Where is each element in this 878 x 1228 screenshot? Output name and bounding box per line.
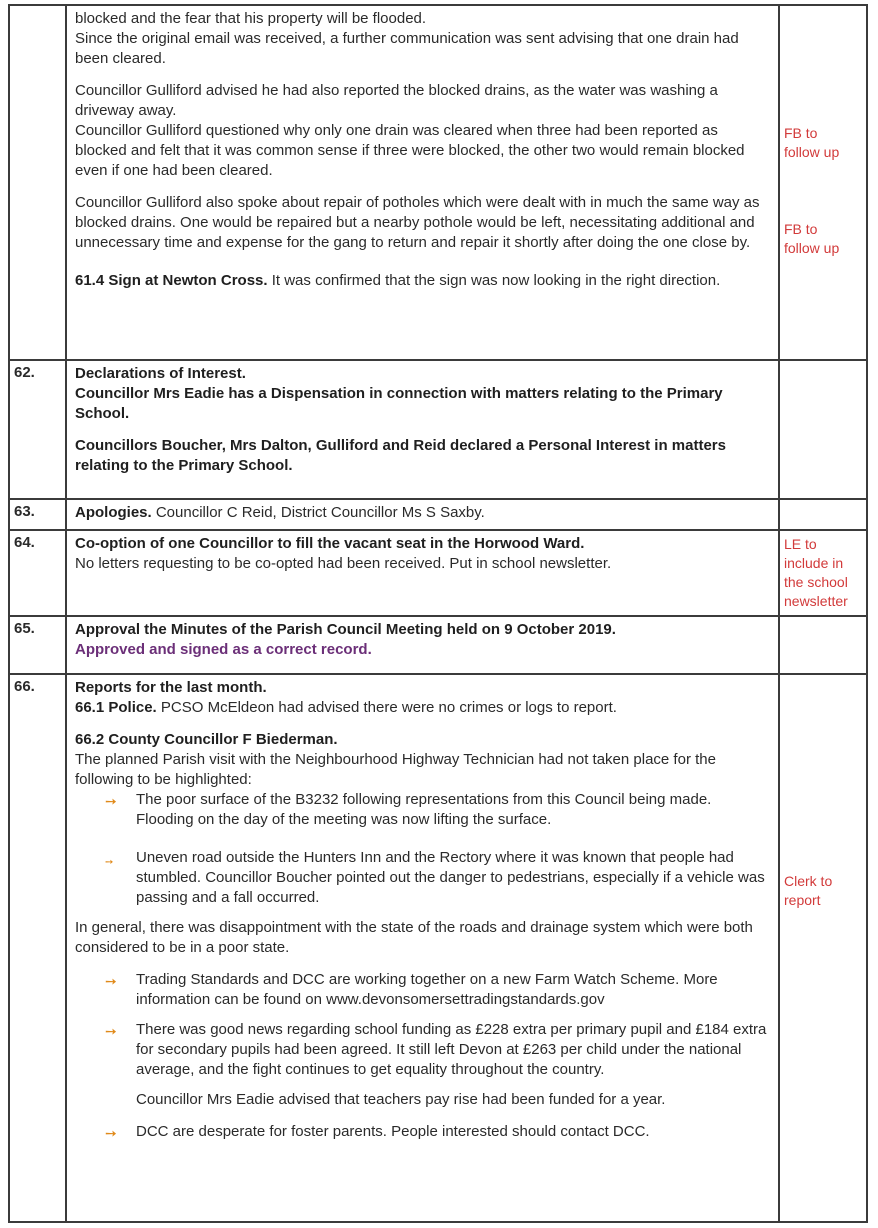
general-paragraph: In general, there was disappointment with the state of the roads and drainage system which were both considered to be in a poor state. — [75, 919, 753, 956]
sign-text: It was confirmed that the sign was now looking in the right direction. — [271, 272, 721, 289]
action-cell — [779, 5, 867, 360]
item-body-cell — [66, 616, 779, 674]
item-number: 64. — [9, 530, 66, 616]
item-text: Councillor C Reid, District Councillor Ms S Saxby. — [155, 504, 485, 521]
eadie-paragraph: Councillor Mrs Eadie advised that teachers pay rise had been funded for a year. — [136, 1091, 666, 1108]
arrow-bullet-icon: ➙ — [105, 793, 117, 809]
item-body-cell — [66, 499, 779, 530]
bullet-item — [75, 790, 771, 830]
bullet-text: Uneven road outside the Hunters Inn and the Rectory where it was known that people had stumbled. Councillor Boucher pointed out the danger to pedestrians, especially if a vehicle was passing and a fall occurred. — [136, 849, 765, 906]
bullet-text: The poor surface of the B3232 following representations from this Council being made. Flooding on the day of the meeting was now lifting the surface. — [136, 791, 712, 828]
action-note: FB to follow up — [784, 125, 840, 160]
item-heading: Approval the Minutes of the Parish Council Meeting held on 9 October 2019. — [75, 621, 616, 638]
county-intro: The planned Parish visit with the Neighbourhood Highway Technician had not taken place for the following to be highlighted: — [75, 751, 716, 788]
minutes-table — [8, 4, 868, 1223]
bullet-item — [75, 1122, 771, 1142]
bullet-item — [75, 1020, 771, 1080]
item-body-cell — [66, 530, 779, 616]
body-text: Councillor Gulliford questioned why only one drain was cleared when three had been reported as blocked and felt that it was common sense if three were blocked, the other two would remain blocked even if one had been cleared. — [75, 122, 745, 179]
item-body-cell — [66, 360, 779, 499]
body-text: Since the original email was received, a further communication was sent advising that one drain had been cleared. — [75, 30, 739, 67]
item-number: 62. — [9, 360, 66, 499]
item-number: 66. — [9, 674, 66, 1222]
bullet-item — [75, 970, 771, 1010]
item-number-cell — [9, 5, 66, 360]
item-heading: Reports for the last month. — [75, 679, 267, 696]
bullet-text: Trading Standards and DCC are working together on a new Farm Watch Scheme. More information can be found on www.devonsomersettradingstandards.gov — [136, 971, 718, 1008]
interest-text: Councillors Boucher, Mrs Dalton, Gulliford and Reid declared a Personal Interest in matters relating to the Primary School. — [75, 437, 726, 474]
action-cell — [779, 674, 867, 1222]
minutes-row-66 — [9, 674, 867, 1222]
item-heading: Declarations of Interest. — [75, 365, 246, 382]
body-text: blocked and the fear that his property will be flooded. — [75, 10, 427, 27]
action-cell — [779, 616, 867, 674]
action-cell — [779, 360, 867, 499]
police-text: PCSO McEldeon had advised there were no crimes or logs to report. — [160, 699, 617, 716]
minutes-row-62 — [9, 360, 867, 499]
item-heading: Co-option of one Councillor to fill the vacant seat in the Horwood Ward. — [75, 535, 585, 552]
minutes-row-65 — [9, 616, 867, 674]
body-text: Councillor Gulliford also spoke about repair of potholes which were dealt with in much the same way as blocked drains. One would be repaired but a nearby pothole would be left, necessitating additional and unnecessary time and expense for the gang to return and repair it shortly after doing the one close by. — [75, 194, 760, 251]
sign-paragraph — [75, 271, 771, 291]
item-number: 63. — [9, 499, 66, 530]
sign-heading: 61.4 Sign at Newton Cross. — [75, 272, 268, 289]
action-note: LE to include in the school newsletter — [784, 536, 848, 609]
dispensation-text: Councillor Mrs Eadie has a Dispensation in connection with matters relating to the Primary School. — [75, 385, 723, 422]
police-paragraph — [75, 698, 771, 718]
bullet-text: DCC are desperate for foster parents. People interested should contact DCC. — [136, 1123, 650, 1140]
item-text: No letters requesting to be co-opted had been received. Put in school newsletter. — [75, 555, 612, 572]
arrow-bullet-icon: ➙ — [105, 973, 117, 989]
minutes-row-64 — [9, 530, 867, 616]
action-note: Clerk to report — [784, 873, 833, 908]
item-body-cell — [66, 674, 779, 1222]
police-heading: 66.1 Police. — [75, 699, 157, 716]
item-body-cell — [66, 5, 779, 360]
arrow-bullet-icon: ➙ — [105, 1023, 117, 1039]
action-cell — [779, 499, 867, 530]
bullet-text: There was good news regarding school funding as £228 extra per primary pupil and £184 extra for secondary pupils had been agreed. It still left Devon at £263 per child under the national average, and the fight continues to get equality throughout the country. — [136, 1021, 767, 1078]
approval-text: Approved and signed as a correct record. — [75, 641, 372, 658]
minutes-row-continued — [9, 5, 867, 360]
item-heading: Apologies. — [75, 504, 152, 521]
arrow-bullet-icon: ➙ — [105, 1125, 117, 1141]
arrow-bullet-icon: ➙ — [105, 857, 114, 868]
body-text: Councillor Gulliford advised he had also reported the blocked drains, as the water was washing a driveway away. — [75, 82, 718, 119]
minutes-row-63 — [9, 499, 867, 530]
county-heading: 66.2 County Councillor F Biederman. — [75, 731, 338, 748]
item-number: 65. — [9, 616, 66, 674]
action-note: FB to follow up — [784, 221, 840, 256]
bullet-item — [75, 848, 771, 908]
minutes-page — [8, 4, 866, 1223]
action-cell — [779, 530, 867, 616]
